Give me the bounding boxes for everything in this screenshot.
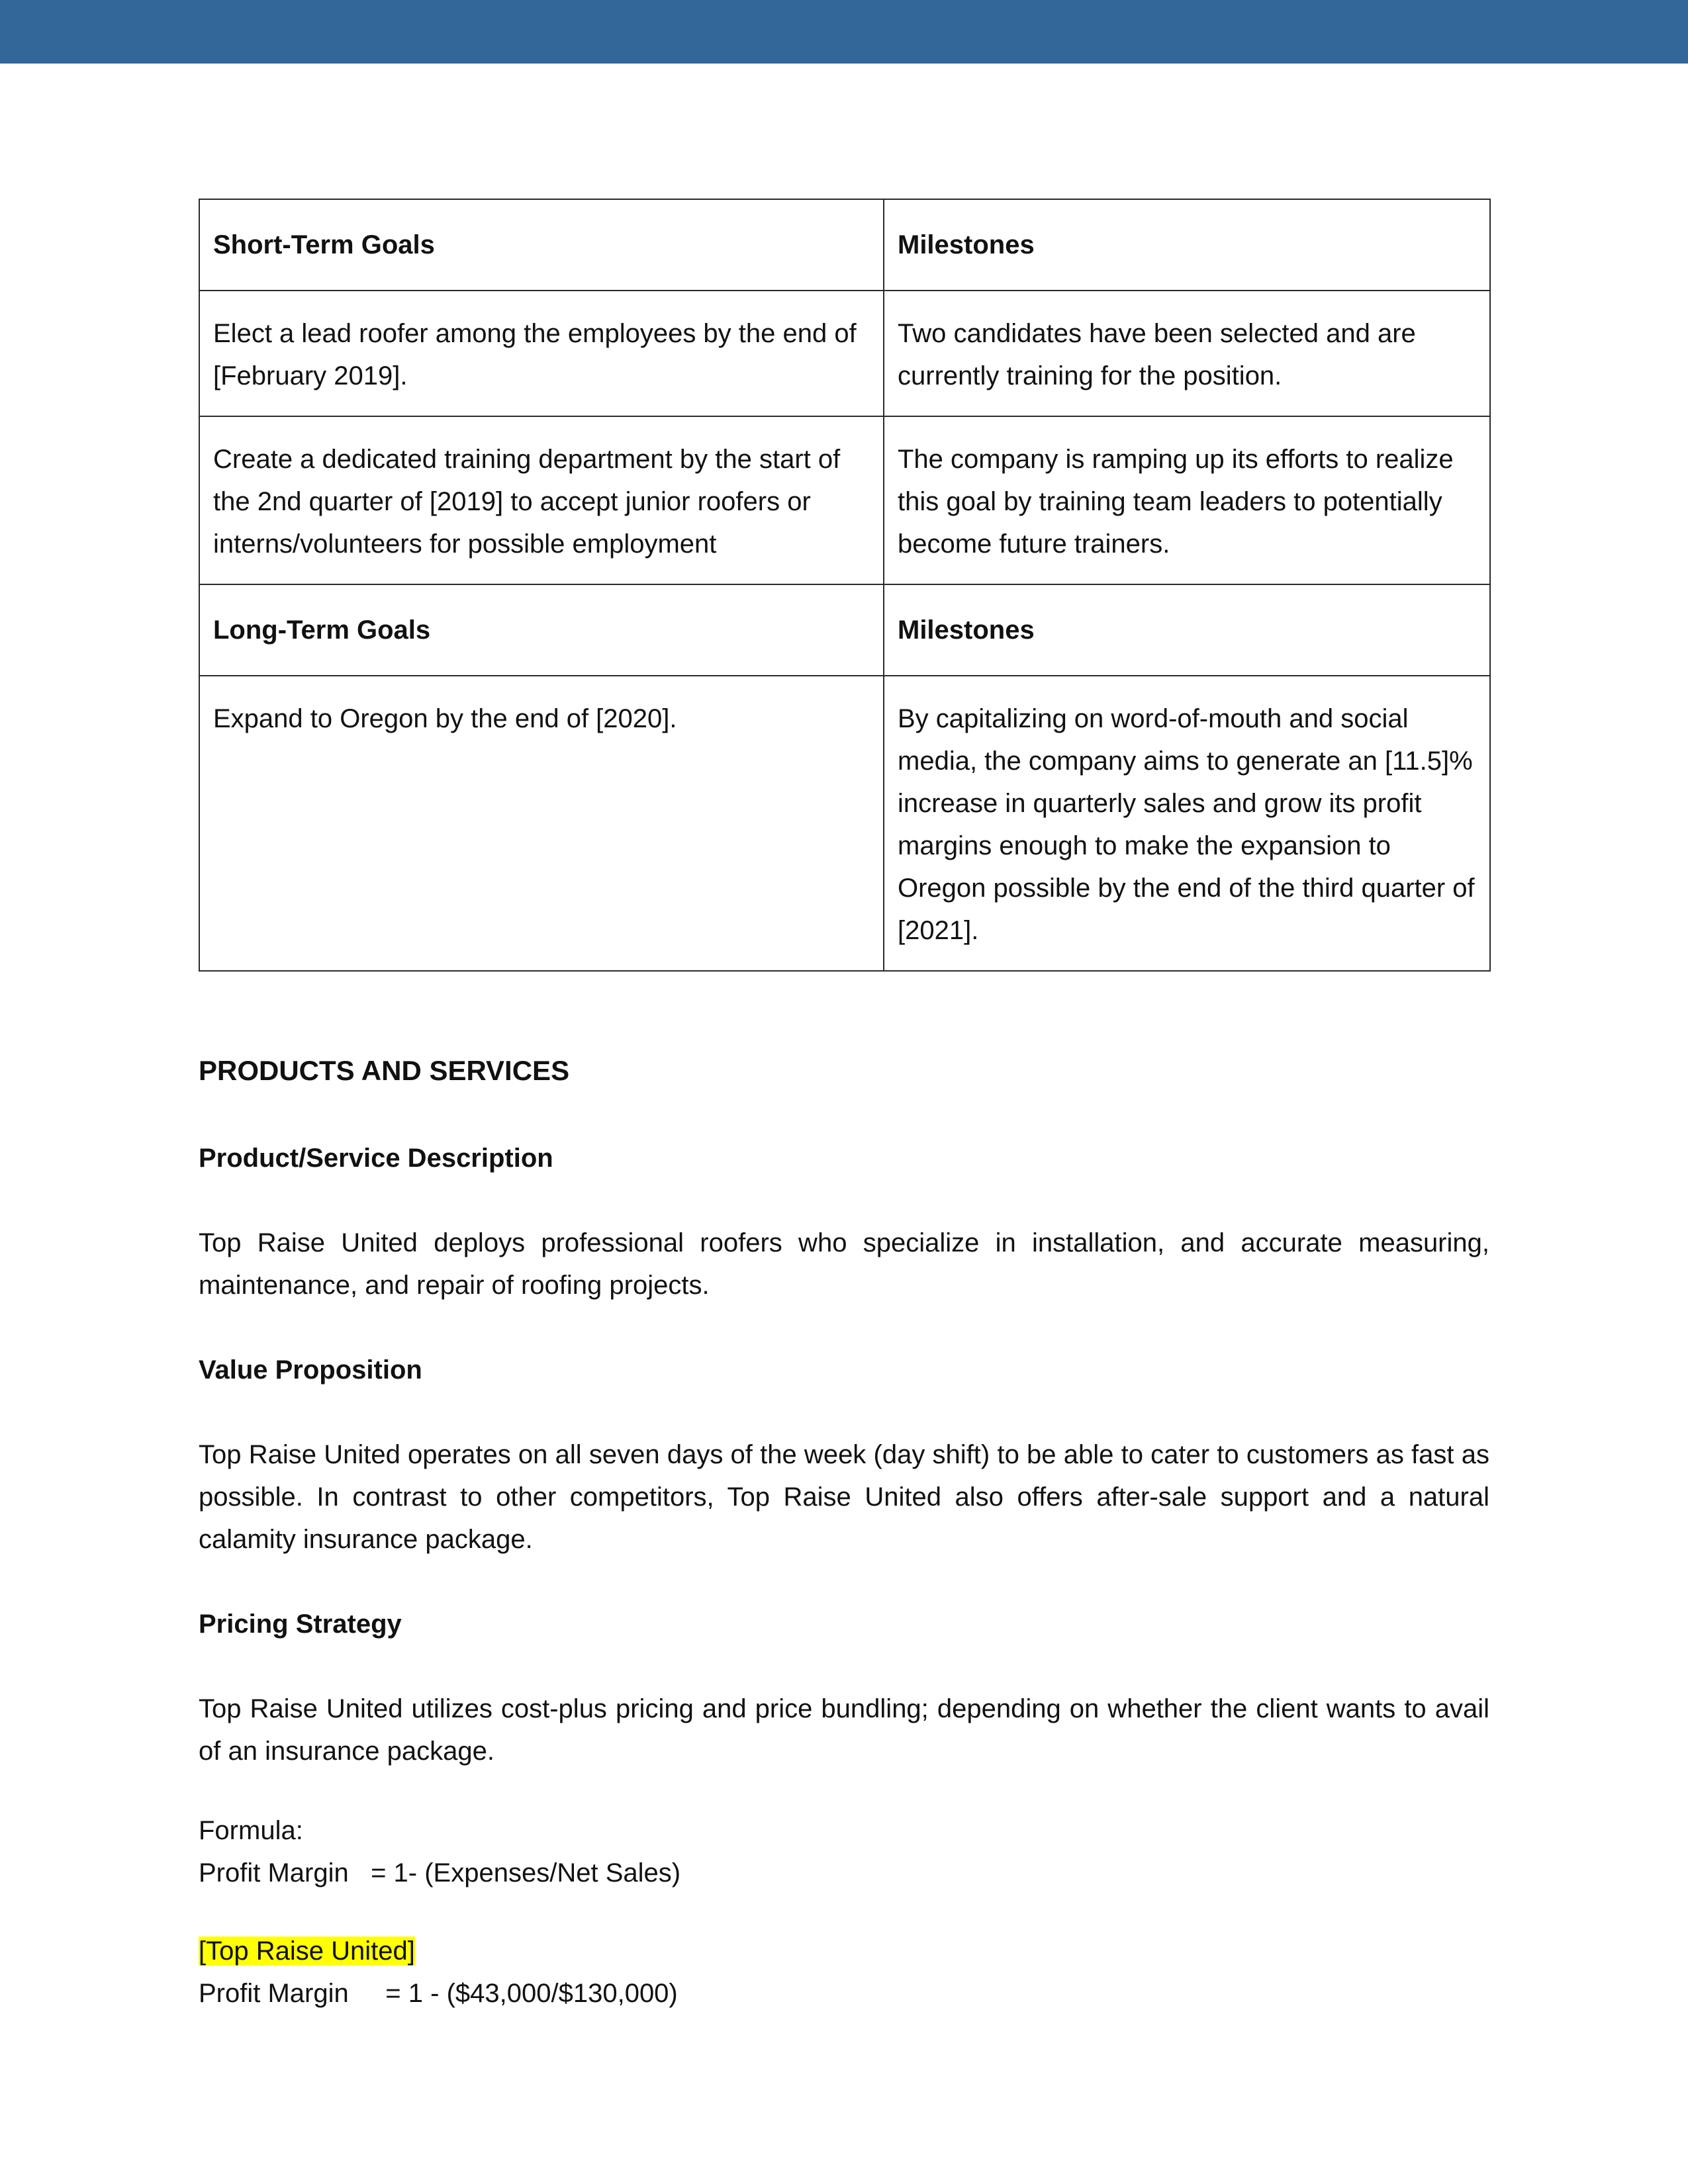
table-row (199, 291, 1490, 416)
formula-label: Formula: (199, 1816, 303, 1845)
company-name-line (199, 1930, 1489, 1972)
value-proposition-heading: Value Proposition (199, 1355, 422, 1385)
value-proposition-text: Top Raise United operates on all seven days of the week (day shift) to be able to cater to customers as fast as possible. In contrast to other competitors, Top Raise United also offers after-sale support and a natural calamity insurance package. (199, 1440, 1489, 1554)
goals-table (199, 199, 1491, 972)
table-header-row (199, 584, 1490, 676)
milestones-header: Milestones (884, 584, 1490, 676)
example-formula-line: Profit Margin = 1 - ($43,000/$130,000) (199, 1979, 678, 2008)
table-row (199, 676, 1490, 971)
pricing-strategy-heading: Pricing Strategy (199, 1610, 402, 1639)
goal-cell: Create a dedicated training department by the start of the 2nd quarter of [2019] to accept junior roofers or interns/volunteers for possible employment (199, 416, 884, 584)
description-text: Top Raise United deploys professional roofers who specialize in installation, and accurate measuring, maintenance, and repair of roofing projects. (199, 1228, 1489, 1300)
pricing-strategy-text: Top Raise United utilizes cost-plus pricing and price bundling; depending on whether the client wants to avail of an insurance package. (199, 1694, 1489, 1766)
milestone-cell: The company is ramping up its efforts to realize this goal by training team leaders to potentially become future trainers. (884, 416, 1490, 584)
formula-line: Profit Margin = 1- (Expenses/Net Sales) (199, 1858, 681, 1888)
goal-cell: Elect a lead roofer among the employees by the end of [February 2019]. (199, 291, 884, 416)
header-bar (0, 0, 1688, 64)
section-title: PRODUCTS AND SERVICES (199, 1055, 570, 1086)
description-heading: Product/Service Description (199, 1144, 553, 1173)
table-header-row (199, 199, 1490, 291)
short-term-goals-header: Short-Term Goals (199, 199, 884, 291)
highlighted-company-name: [Top Raise United] (199, 1936, 415, 1966)
milestones-header: Milestones (884, 199, 1490, 291)
milestone-cell: Two candidates have been selected and are currently training for the position. (884, 291, 1490, 416)
long-term-goals-header: Long-Term Goals (199, 584, 884, 676)
table-row (199, 416, 1490, 584)
milestone-cell: By capitalizing on word-of-mouth and social media, the company aims to generate an [11.5]% increase in quarterly sales and grow its profit margins enough to make the expansion to Oregon possible by the end of the third quarter of [2021]. (884, 676, 1490, 971)
document-body (199, 199, 1489, 2015)
goal-cell: Expand to Oregon by the end of [2020]. (199, 676, 884, 971)
